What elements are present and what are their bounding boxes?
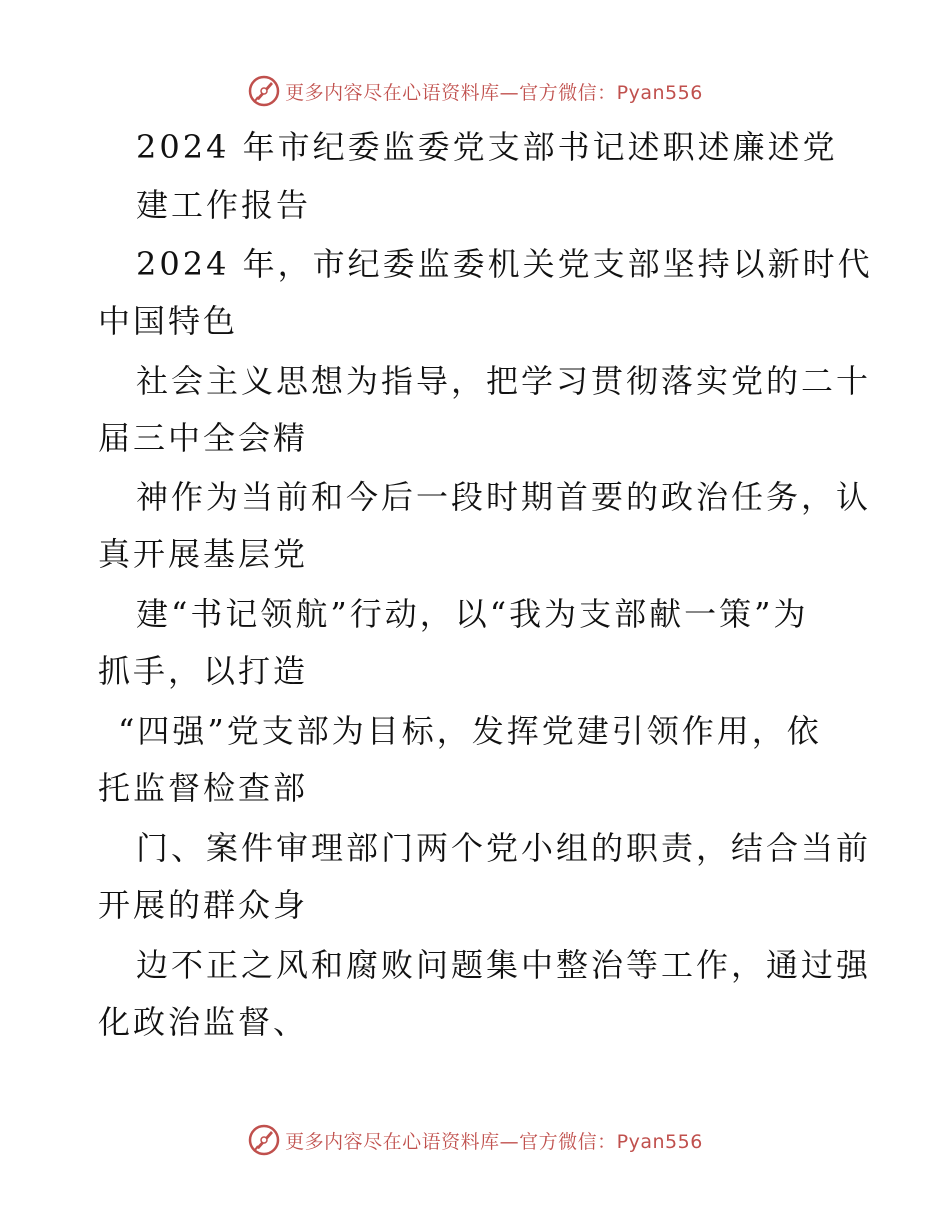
watermark-text: 更多内容尽在心语资料库—官方微信：Pyan556 [285,81,703,104]
paragraph-line: 社会主义思想为指导，把学习贯彻落实党的二十 [136,362,872,400]
header-watermark [0,71,950,111]
paragraph-line: 建“书记领航”行动，以“我为支部献一策”为 [136,595,809,633]
title-line-2: 建工作报告 [136,186,312,224]
paragraph-line: 开展的群众身 [98,886,309,924]
footer-watermark [0,1120,950,1160]
paragraph-line: 化政治监督、 [98,1003,309,1041]
paragraph-line: 2024 年，市纪委监委机关党支部坚持以新时代 [136,245,873,283]
quill-logo-icon [247,74,281,108]
paragraph-line: 边不正之风和腐败问题集中整治等工作，通过强 [136,946,872,984]
paragraph-line: 抓手，以打造 [98,652,309,690]
paragraph-line: “四强”党支部为目标，发挥党建引领作用，依 [118,712,822,750]
paragraph-line: 神作为当前和今后一段时期首要的政治任务，认 [136,478,872,516]
quill-logo-icon [247,1123,281,1157]
title-line-1: 2024 年市纪委监委党支部书记述职述廉述党 [136,128,838,166]
paragraph-line: 届三中全会精 [98,419,309,457]
paragraph-line: 托监督检查部 [98,769,309,807]
paragraph-line: 真开展基层党 [98,535,309,573]
paragraph-line: 门、案件审理部门两个党小组的职责，结合当前 [136,829,872,867]
paragraph-line: 中国特色 [98,302,239,340]
watermark-text: 更多内容尽在心语资料库—官方微信：Pyan556 [285,1130,703,1153]
